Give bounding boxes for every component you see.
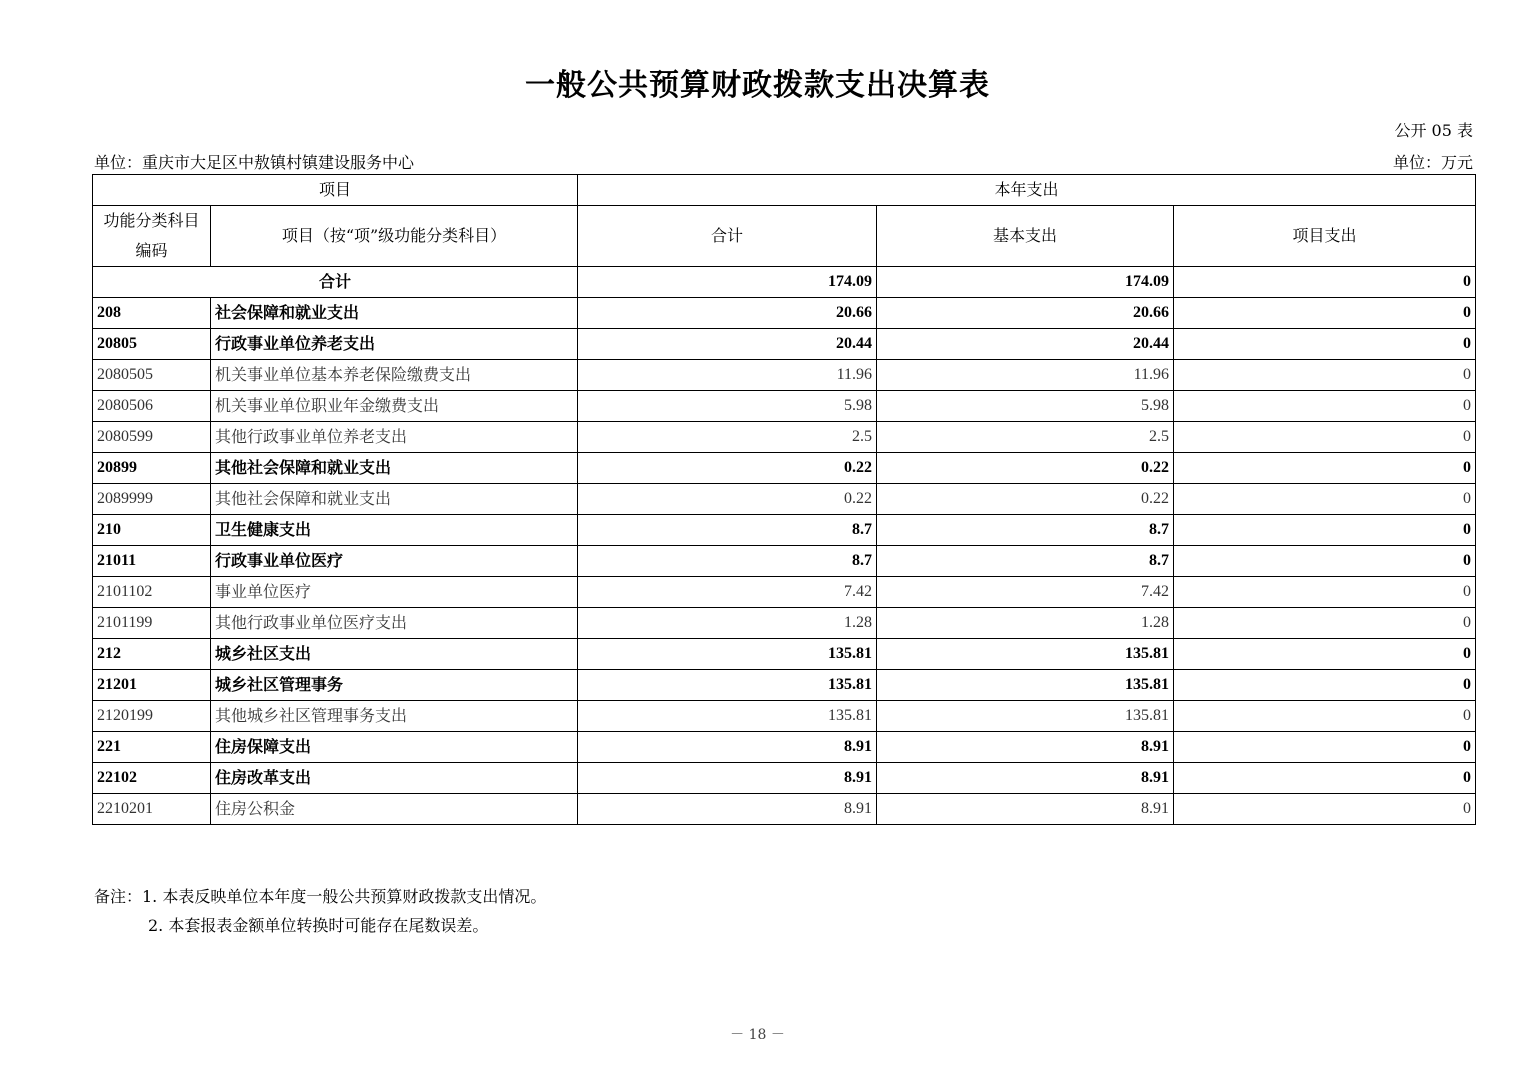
row-basic: 5.98	[877, 391, 1174, 422]
row-basic: 7.42	[877, 577, 1174, 608]
table-row	[93, 391, 1476, 422]
row-total: 11.96	[578, 360, 877, 391]
table-row	[93, 484, 1476, 515]
row-total: 135.81	[578, 701, 877, 732]
header-project: 项目	[93, 175, 578, 206]
row-total: 0.22	[578, 484, 877, 515]
row-basic: 8.7	[877, 515, 1174, 546]
table-row	[93, 639, 1476, 670]
header-code-line1: 功能分类科目	[103, 211, 200, 230]
unit-currency: 单位：万元	[1392, 153, 1473, 172]
row-code: 2101199	[93, 608, 211, 639]
row-name: 行政事业单位医疗	[211, 546, 578, 577]
row-project: 0	[1174, 360, 1476, 391]
row-total: 7.42	[578, 577, 877, 608]
header-code	[93, 206, 211, 267]
row-project: 0	[1174, 577, 1476, 608]
row-project: 0	[1174, 608, 1476, 639]
table-row	[93, 732, 1476, 763]
table-row	[93, 298, 1476, 329]
table-row	[93, 422, 1476, 453]
table-row	[93, 608, 1476, 639]
row-code: 2080506	[93, 391, 211, 422]
total-sum: 174.09	[578, 267, 877, 298]
row-code: 22102	[93, 763, 211, 794]
row-name: 其他社会保障和就业支出	[211, 484, 578, 515]
row-total: 20.44	[578, 329, 877, 360]
row-total: 1.28	[578, 608, 877, 639]
row-total: 135.81	[578, 670, 877, 701]
row-code: 2080599	[93, 422, 211, 453]
row-name: 事业单位医疗	[211, 577, 578, 608]
header-project-exp: 项目支出	[1174, 206, 1476, 267]
row-project: 0	[1174, 391, 1476, 422]
table-row	[93, 577, 1476, 608]
total-basic: 174.09	[877, 267, 1174, 298]
row-total: 8.91	[578, 763, 877, 794]
row-name: 行政事业单位养老支出	[211, 329, 578, 360]
row-name: 其他城乡社区管理事务支出	[211, 701, 578, 732]
row-basic: 8.91	[877, 763, 1174, 794]
unit-organization: 单位：重庆市大足区中敖镇村镇建设服务中心	[94, 153, 415, 172]
row-basic: 20.66	[877, 298, 1174, 329]
header-current-year: 本年支出	[578, 175, 1476, 206]
row-total: 135.81	[578, 639, 877, 670]
row-basic: 0.22	[877, 453, 1174, 484]
row-total: 20.66	[578, 298, 877, 329]
row-name: 住房保障支出	[211, 732, 578, 763]
row-basic: 135.81	[877, 670, 1174, 701]
table-row	[93, 453, 1476, 484]
row-project: 0	[1174, 701, 1476, 732]
row-basic: 1.28	[877, 608, 1174, 639]
header-code-line2: 编码	[135, 241, 168, 260]
row-name: 城乡社区管理事务	[211, 670, 578, 701]
row-project: 0	[1174, 484, 1476, 515]
header-basic: 基本支出	[877, 206, 1174, 267]
header-name: 项目（按“项”级功能分类科目）	[211, 206, 578, 267]
form-number: 公开 05 表	[1394, 121, 1473, 140]
row-project: 0	[1174, 453, 1476, 484]
total-label: 合计	[93, 267, 578, 298]
table-row	[93, 360, 1476, 391]
row-name: 城乡社区支出	[211, 639, 578, 670]
row-total: 2.5	[578, 422, 877, 453]
row-total: 8.7	[578, 546, 877, 577]
page-number: － 18 －	[730, 1027, 785, 1043]
table-row	[93, 670, 1476, 701]
row-code: 2080505	[93, 360, 211, 391]
row-basic: 2.5	[877, 422, 1174, 453]
row-code: 2089999	[93, 484, 211, 515]
row-name: 卫生健康支出	[211, 515, 578, 546]
row-project: 0	[1174, 639, 1476, 670]
row-total: 8.91	[578, 732, 877, 763]
row-total: 8.7	[578, 515, 877, 546]
note-2: 2. 本套报表金额单位转换时可能存在尾数误差。	[148, 916, 489, 935]
row-code: 208	[93, 298, 211, 329]
expenditure-table	[92, 174, 1476, 825]
row-name: 住房改革支出	[211, 763, 578, 794]
row-project: 0	[1174, 546, 1476, 577]
header-row-1	[93, 175, 1476, 206]
row-project: 0	[1174, 763, 1476, 794]
notes	[94, 882, 546, 940]
row-basic: 8.91	[877, 732, 1174, 763]
row-code: 20899	[93, 453, 211, 484]
row-total: 8.91	[578, 794, 877, 825]
row-basic: 8.7	[877, 546, 1174, 577]
row-code: 21011	[93, 546, 211, 577]
row-project: 0	[1174, 732, 1476, 763]
row-name: 其他行政事业单位医疗支出	[211, 608, 578, 639]
row-code: 21201	[93, 670, 211, 701]
page-title: 一般公共预算财政拨款支出决算表	[525, 68, 990, 103]
row-project: 0	[1174, 329, 1476, 360]
header-total: 合计	[578, 206, 877, 267]
table-row	[93, 329, 1476, 360]
row-project: 0	[1174, 298, 1476, 329]
total-row	[93, 267, 1476, 298]
row-total: 5.98	[578, 391, 877, 422]
row-name: 机关事业单位基本养老保险缴费支出	[211, 360, 578, 391]
row-code: 210	[93, 515, 211, 546]
row-code: 2120199	[93, 701, 211, 732]
row-code: 20805	[93, 329, 211, 360]
row-code: 2101102	[93, 577, 211, 608]
table-row	[93, 546, 1476, 577]
total-project: 0	[1174, 267, 1476, 298]
row-code: 212	[93, 639, 211, 670]
row-basic: 0.22	[877, 484, 1174, 515]
row-name: 其他行政事业单位养老支出	[211, 422, 578, 453]
row-project: 0	[1174, 422, 1476, 453]
row-basic: 135.81	[877, 701, 1174, 732]
row-basic: 11.96	[877, 360, 1174, 391]
row-name: 机关事业单位职业年金缴费支出	[211, 391, 578, 422]
row-code: 221	[93, 732, 211, 763]
note-1: 备注：1. 本表反映单位本年度一般公共预算财政拨款支出情况。	[94, 887, 547, 906]
row-name: 社会保障和就业支出	[211, 298, 578, 329]
row-name: 其他社会保障和就业支出	[211, 453, 578, 484]
row-project: 0	[1174, 794, 1476, 825]
row-total: 0.22	[578, 453, 877, 484]
row-basic: 135.81	[877, 639, 1174, 670]
row-project: 0	[1174, 515, 1476, 546]
row-basic: 8.91	[877, 794, 1174, 825]
row-code: 2210201	[93, 794, 211, 825]
table-row	[93, 794, 1476, 825]
row-basic: 20.44	[877, 329, 1174, 360]
table-row	[93, 763, 1476, 794]
row-name: 住房公积金	[211, 794, 578, 825]
table-row	[93, 515, 1476, 546]
table-row	[93, 701, 1476, 732]
header-row-2	[93, 206, 1476, 267]
row-project: 0	[1174, 670, 1476, 701]
